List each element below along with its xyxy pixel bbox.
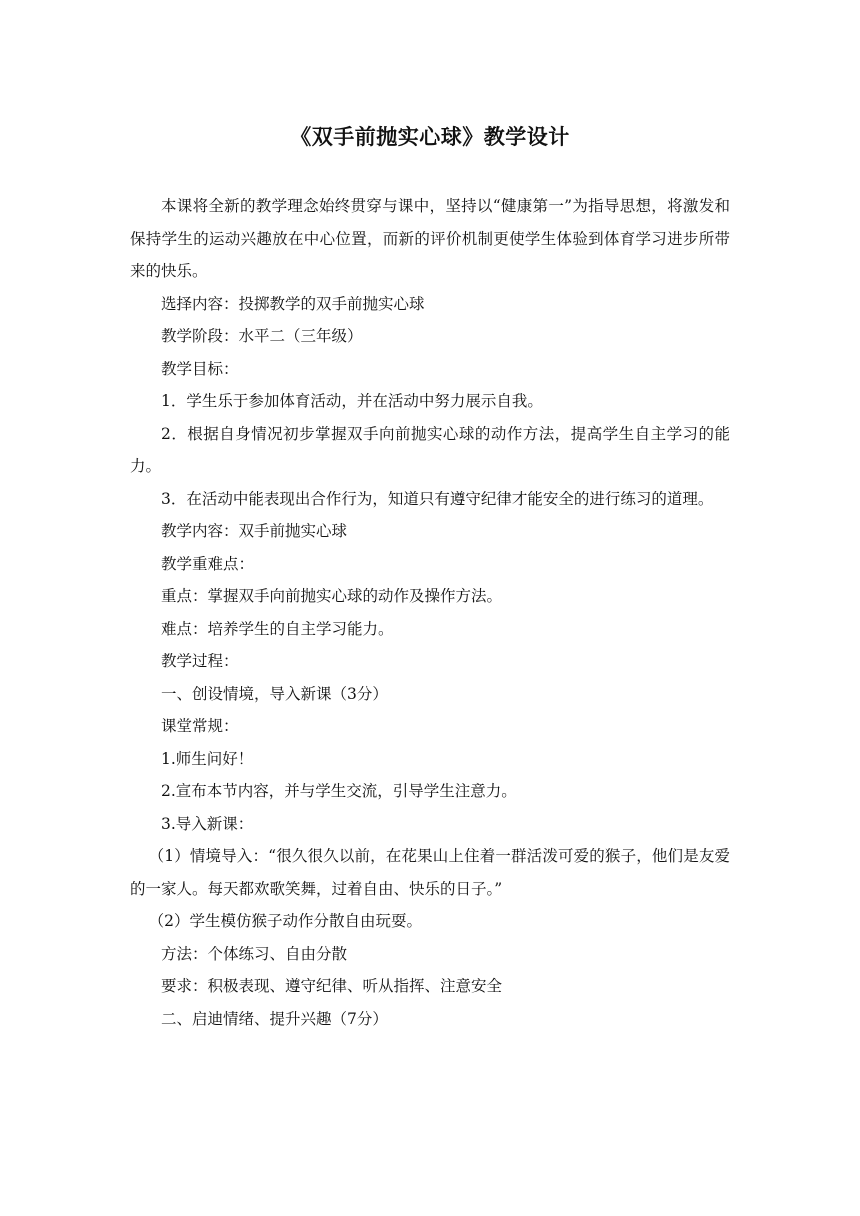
paragraph-process-heading: 教学过程： — [161, 652, 239, 670]
paragraph-section-2-heading: 二、启迪情绪、提升兴趣（7分） — [161, 1009, 388, 1028]
paragraph-routine-1: 1.师生问好！ — [161, 749, 254, 768]
paragraph-intro: 本课将全新的教学理念始终贯穿与课中，坚持以“健康第一”为指导思想，将激发和保持学生的运动兴趣放在中心位置，而新的评价机制更使学生体验到体育学习进步所带来的快乐。 — [130, 197, 730, 280]
document-body — [130, 190, 730, 1035]
paragraph-routine-2: 2.宣布本节内容，并与学生交流，引导学生注意力。 — [161, 782, 517, 800]
paragraph-teaching-content: 教学内容：双手前抛实心球 — [161, 522, 348, 540]
paragraph-routine-3: 3.导入新课： — [161, 814, 254, 833]
paragraph-difficult-point: 难点：培养学生的自主学习能力。 — [161, 619, 394, 638]
paragraph-key-difficult-heading: 教学重难点： — [161, 554, 255, 573]
paragraph-teaching-stage: 教学阶段：水平二（三年级） — [161, 327, 363, 345]
paragraph-scenario-intro: （1）情境导入：“很久很久以前，在花果山上住着一群活泼可爱的猴子，他们是友爱的一家人。每天都欢歌笑舞，过着自由、快乐的日子。” — [130, 847, 730, 898]
paragraph-objective-2: 2．根据自身情况初步掌握双手向前抛实心球的动作方法，提高学生自主学习的能力。 — [130, 424, 730, 475]
paragraph-objectives-heading: 教学目标： — [161, 359, 239, 378]
paragraph-method: 方法：个体练习、自由分散 — [161, 944, 348, 963]
paragraph-content-choice: 选择内容：投掷教学的双手前抛实心球 — [161, 294, 425, 313]
paragraph-objective-1: 1．学生乐于参加体育活动，并在活动中努力展示自我。 — [161, 392, 543, 410]
paragraph-requirements: 要求：积极表现、遵守纪律、听从指挥、注意安全 — [161, 977, 503, 995]
paragraph-class-routine: 课堂常规： — [161, 717, 239, 735]
document-title: 《双手前抛实心球》教学设计 — [290, 125, 570, 149]
paragraph-objective-3: 3．在活动中能表现出合作行为，知道只有遵守纪律才能安全的进行练习的道理。 — [161, 489, 714, 508]
paragraph-scenario-play: （2）学生模仿猴子动作分散自由玩耍。 — [148, 912, 422, 930]
paragraph-key-point: 重点：掌握双手向前抛实心球的动作及操作方法。 — [161, 587, 503, 605]
paragraph-section-1-heading: 一、创设情境，导入新课（3分） — [161, 684, 388, 703]
